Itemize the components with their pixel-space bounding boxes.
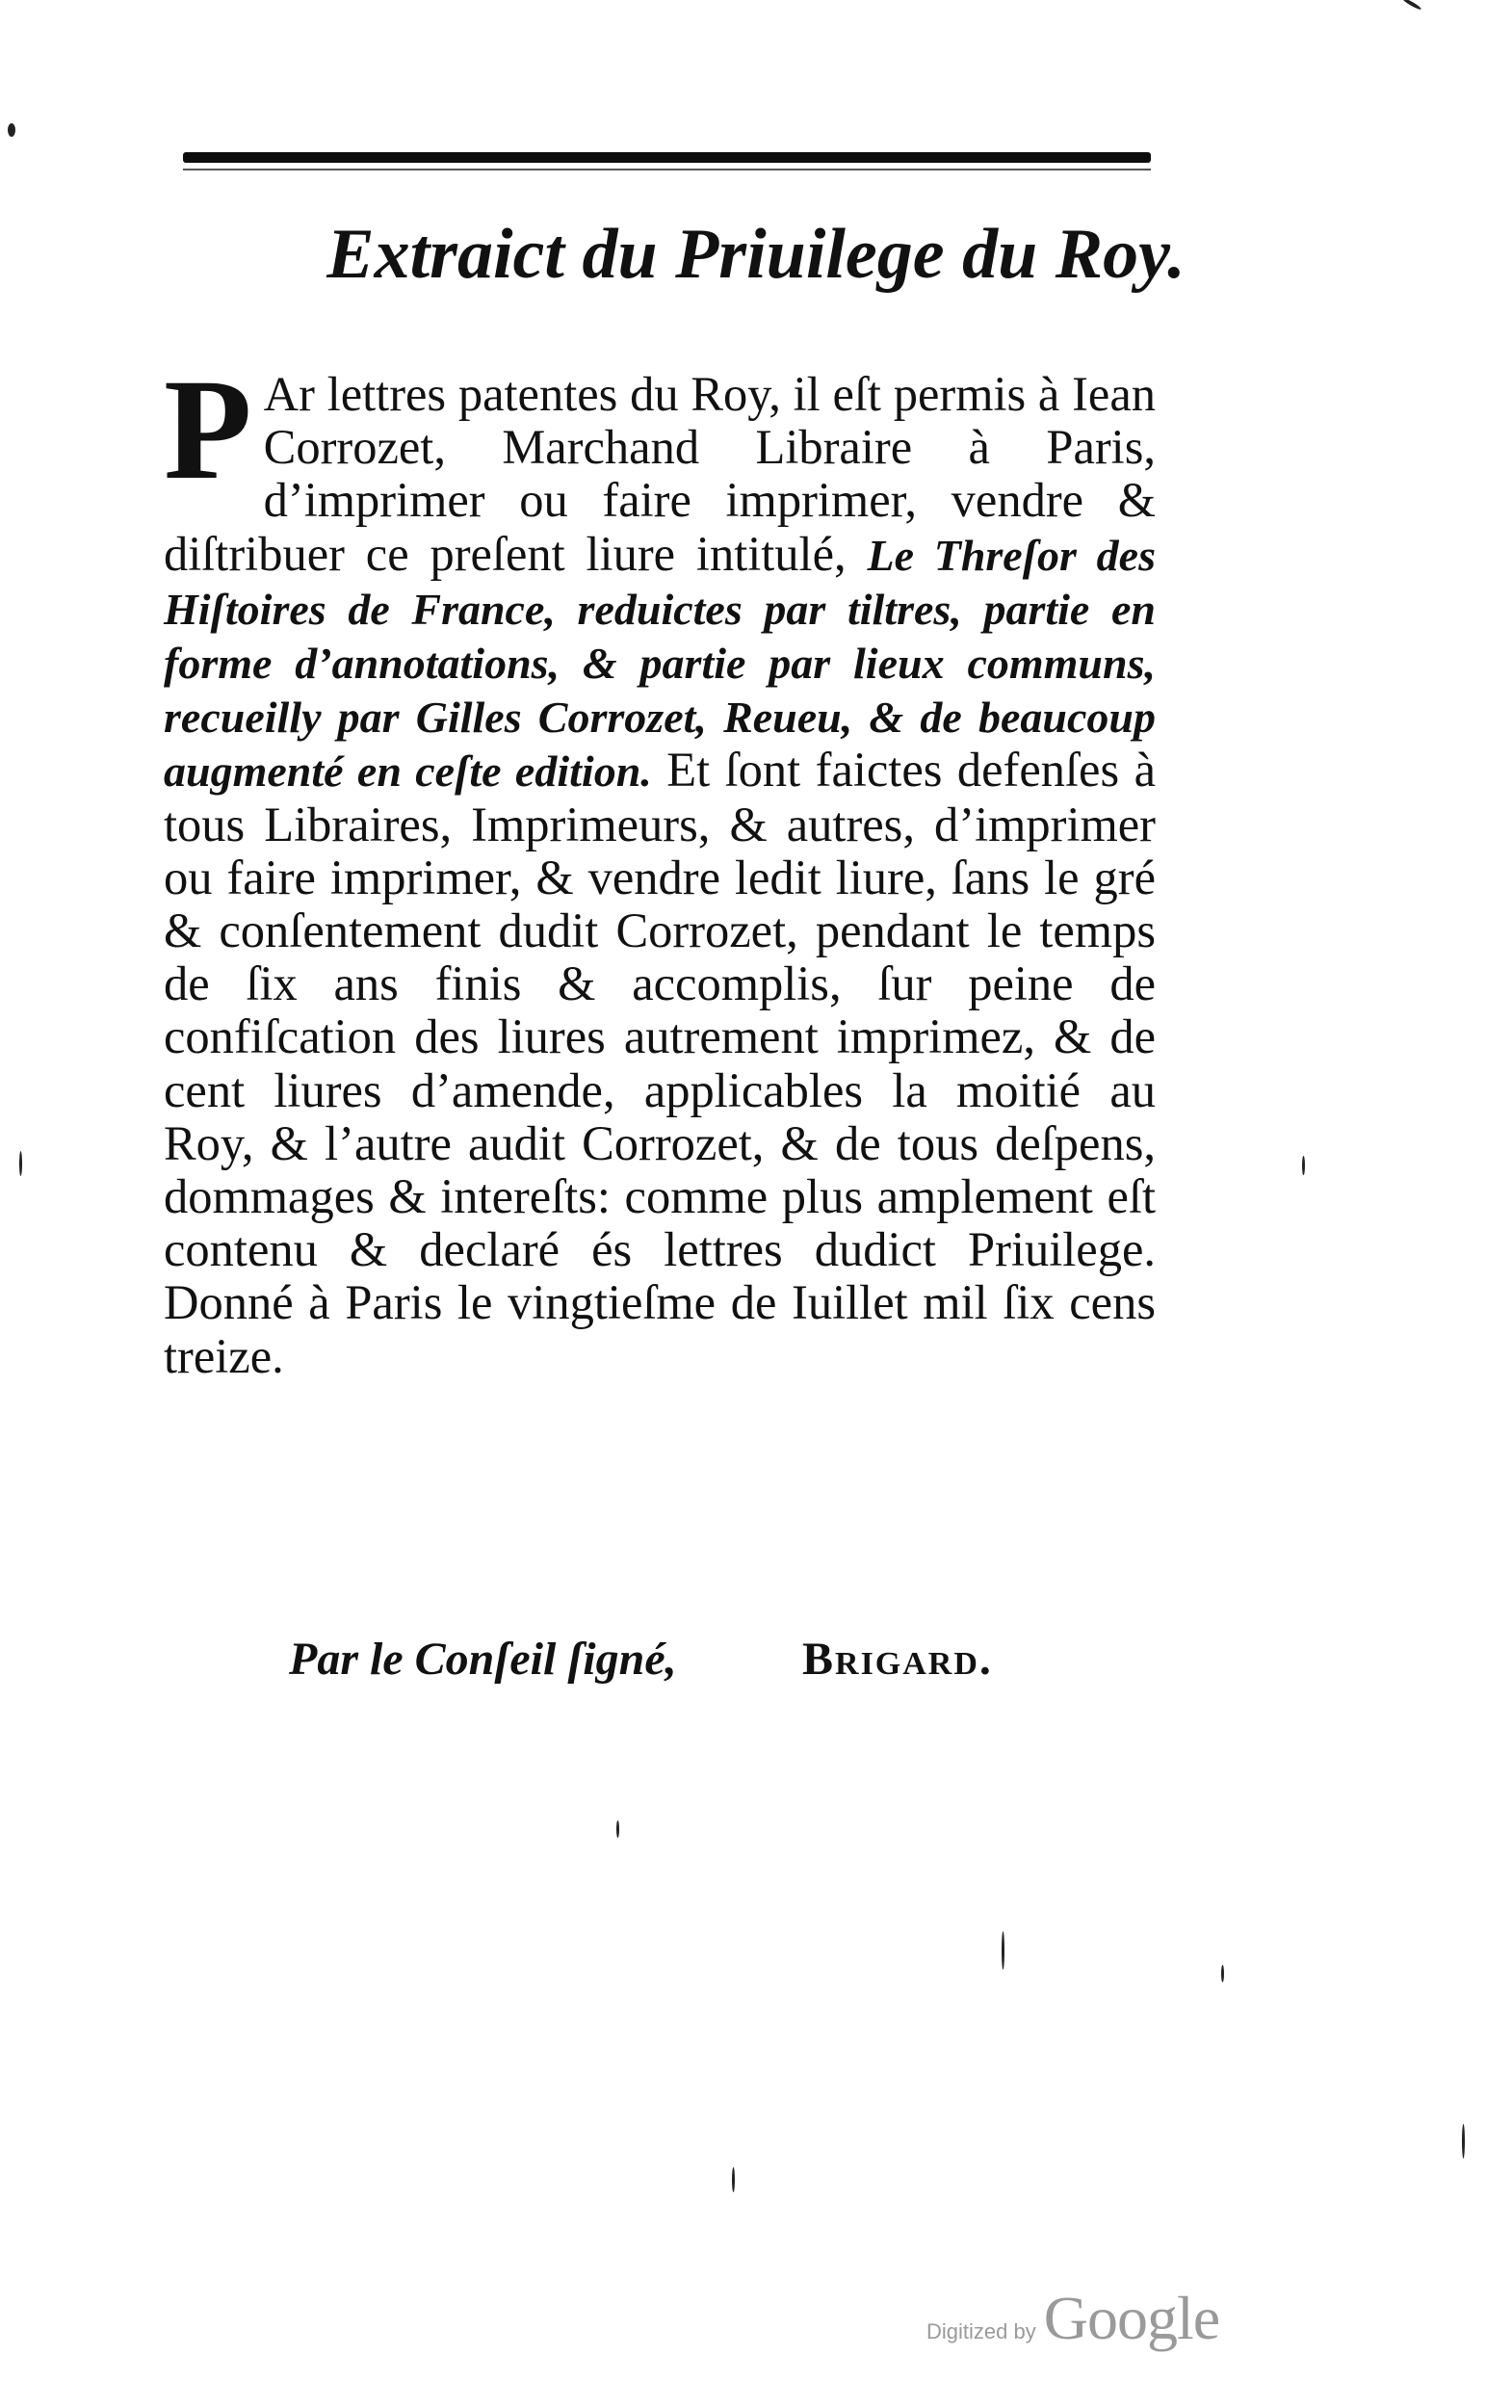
scan-speck [1002, 1931, 1004, 1970]
body-lead: Ar lettres patentes du Roy, il eſt permis à Iean Corrozet, Marchand Libraire à Paris, d’imprimer ou faire imprimer, vendre & diſtribuer ce preſent liure intitulé, [164, 367, 1156, 581]
scan-speck [1302, 1156, 1305, 1175]
scan-speck [1401, 0, 1421, 11]
book-title-italic: Le Threſor des Hiſtoires de France, reduictes par tiltres, partie en forme d’annotations, & partie par lieux communs, recueilly par Gilles Corrozet, Reueu, & de beaucoup augmenté en ceſte edition. [164, 530, 1156, 797]
signature-left: Par le Conſeil ſigné, [289, 1634, 677, 1685]
digitized-watermark [926, 2283, 1219, 2354]
page-title: Extraict du Priuilege du Roy. [326, 215, 1186, 294]
top-rule-thin [183, 169, 1151, 170]
scan-speck [732, 2167, 735, 2192]
scan-speck [616, 1820, 619, 1838]
body-rest: Et ſont faictes defenſes à tous Libraires, Imprimeurs, & autres, d’imprimer ou faire imprimer, & vendre ledit liure, ſans le gré & conſentement dudit Corrozet, pendant le temps de ſix ans finis & accomplis, ſur peine de confiſcation des liures autrement imprimez, & de cent liures d’amende, applicables la moitié au Roy, & l’autre audit Corrozet, & de tous deſpens, dommages & intereſts: comme plus amplement eſt contenu & declaré és lettres dudict Priuilege. Donné à Paris le vingtieſme de Iuillet mil ſix cens treize. [164, 743, 1156, 1383]
scan-speck [8, 123, 15, 137]
google-logo: Google [1043, 2284, 1220, 2352]
signature-right: Brigard. [802, 1634, 993, 1685]
privilege-text [164, 350, 1156, 1383]
watermark-prefix: Digitized by [926, 2319, 1036, 2343]
scan-speck [1221, 1965, 1224, 1982]
scan-speck [1462, 2124, 1465, 2159]
scan-speck [19, 1151, 22, 1176]
top-rule [183, 152, 1151, 163]
drop-cap: P [164, 350, 252, 510]
